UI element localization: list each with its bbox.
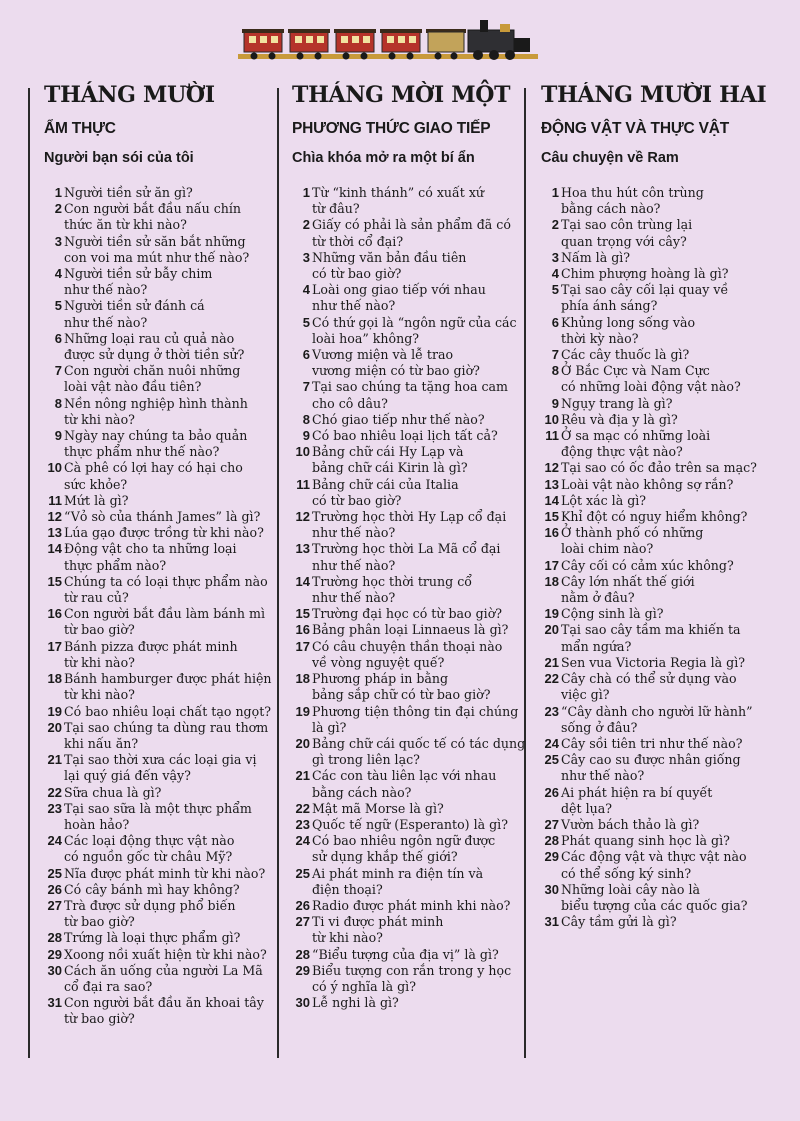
question-item <box>292 541 532 573</box>
question-item <box>292 217 532 249</box>
question-number: 3 <box>551 249 559 265</box>
question-item <box>292 736 532 768</box>
question-text: Có câu chuyện thần thoại nào về vòng nguyệt quế? <box>312 638 503 670</box>
question-item <box>44 266 284 298</box>
question-number: 10 <box>47 460 62 476</box>
question-number: 24 <box>544 735 559 751</box>
question-text: Bảng chữ cái của Italia có từ bao giờ? <box>312 476 459 508</box>
question-text: Có cây bánh mì hay không? <box>64 881 240 897</box>
question-text: Cà phê có lợi hay có hại cho sức khỏe? <box>64 460 243 492</box>
question-text: Ngụy trang là gì? <box>561 395 673 411</box>
question-item <box>292 250 532 282</box>
question-number: 20 <box>295 735 310 751</box>
question-text: Tại sao cây tầm ma khiến ta mẩn ngứa? <box>561 622 741 654</box>
question-text: Biểu tượng con rắn trong y học có ý nghĩa là gì? <box>312 962 512 994</box>
question-number: 30 <box>47 962 62 978</box>
question-number: 6 <box>302 347 310 363</box>
question-item <box>541 817 781 833</box>
story-title: Người bạn sói của tôi <box>44 150 194 166</box>
question-text: Nấm là gì? <box>561 249 631 265</box>
question-item <box>292 347 532 379</box>
question-number: 16 <box>47 606 62 622</box>
question-item <box>541 363 781 395</box>
question-item <box>44 947 284 963</box>
question-number: 28 <box>295 946 310 962</box>
question-number: 16 <box>295 622 310 638</box>
question-text: Loài vật nào không sợ rắn? <box>561 476 734 492</box>
question-item <box>292 914 532 946</box>
question-number: 25 <box>544 752 559 768</box>
question-item <box>44 671 284 703</box>
question-item <box>541 671 781 703</box>
question-number: 29 <box>295 962 310 978</box>
question-number: 30 <box>295 995 310 1011</box>
question-number: 3 <box>54 233 62 249</box>
question-number: 31 <box>47 995 62 1011</box>
story-title: Chìa khóa mở ra một bí ẩn <box>292 150 475 166</box>
question-text: Những loài cây nào là biểu tượng của các quốc gia? <box>561 881 748 913</box>
question-number: 19 <box>544 606 559 622</box>
story-title: Câu chuyện về Ram <box>541 150 679 166</box>
question-number: 4 <box>302 282 310 298</box>
question-number: 21 <box>47 752 62 768</box>
question-text: Con người bắt đầu nấu chín thức ăn từ khi nào? <box>64 201 242 233</box>
question-number: 17 <box>544 557 559 573</box>
question-text: Phương tiện thông tin đại chúng là gì? <box>312 703 519 735</box>
question-number: 3 <box>302 249 310 265</box>
question-text: Rêu và địa y là gì? <box>561 411 678 427</box>
question-item <box>44 995 284 1027</box>
question-item <box>44 833 284 865</box>
question-item <box>541 606 781 622</box>
question-number: 18 <box>295 671 310 687</box>
question-number: 8 <box>302 411 310 427</box>
question-number: 20 <box>47 719 62 735</box>
question-text: Ngày nay chúng ta bảo quản thực phẩm như thế nào? <box>64 428 248 460</box>
question-number: 5 <box>551 282 559 298</box>
question-item <box>541 849 781 881</box>
question-text: Các cây thuốc là gì? <box>561 347 690 363</box>
question-text: “Vỏ sò của thánh James” là gì? <box>64 509 261 525</box>
question-number: 17 <box>47 638 62 654</box>
question-text: Sen vua Victoria Regia là gì? <box>561 654 746 670</box>
question-text: Lễ nghi là gì? <box>312 995 399 1011</box>
question-item <box>292 801 532 817</box>
question-text: Cây tầm gửi là gì? <box>561 914 677 930</box>
question-text: Khủng long sống vào thời kỳ nào? <box>561 314 696 346</box>
question-text: Nĩa được phát minh từ khi nào? <box>64 865 266 881</box>
question-text: Các loại động thực vật nào có nguồn gốc từ châu Mỹ? <box>64 833 235 865</box>
question-text: Sữa chua là gì? <box>64 784 162 800</box>
question-text: Lột xác là gì? <box>561 492 647 508</box>
question-item <box>292 947 532 963</box>
question-item <box>44 234 284 266</box>
question-item <box>541 525 781 557</box>
question-number: 7 <box>54 363 62 379</box>
question-number: 9 <box>551 395 559 411</box>
question-text: Vương miện và lễ trao vương miện có từ bao giờ? <box>312 347 480 379</box>
question-number: 1 <box>302 185 310 200</box>
question-number: 16 <box>544 525 559 541</box>
question-number: 18 <box>47 671 62 687</box>
question-number: 29 <box>47 946 62 962</box>
question-text: Xoong nồi xuất hiện từ khi nào? <box>64 946 267 962</box>
question-text: Ai phát minh ra điện tín và điện thoại? <box>312 865 484 897</box>
question-item <box>541 477 781 493</box>
question-text: Các động vật và thực vật nào có thể sống ký sinh? <box>561 849 747 881</box>
question-item <box>541 574 781 606</box>
question-item <box>44 704 284 720</box>
topic-title: PHƯƠNG THỨC GIAO TIẾP <box>292 120 491 137</box>
question-item <box>292 639 532 671</box>
question-item <box>292 315 532 347</box>
question-number: 26 <box>47 881 62 897</box>
question-number: 21 <box>295 768 310 784</box>
question-text: “Biểu tượng của địa vị” là gì? <box>312 946 499 962</box>
question-number: 28 <box>544 833 559 849</box>
train-illustration <box>238 18 538 64</box>
question-number: 4 <box>54 266 62 282</box>
question-item <box>541 217 781 249</box>
question-item <box>292 185 532 217</box>
question-item <box>541 282 781 314</box>
question-item <box>44 801 284 833</box>
question-item <box>44 298 284 330</box>
question-number: 12 <box>544 460 559 476</box>
question-text: Bảng chữ cái quốc tế có tác dụng gì trong liên lạc? <box>312 735 526 768</box>
question-number: 19 <box>47 703 62 719</box>
question-text: Ở Bắc Cực và Nam Cực có những loài động vật nào? <box>561 363 741 395</box>
question-item <box>44 509 284 525</box>
question-text: Quốc tế ngữ (Esperanto) là gì? <box>312 816 508 832</box>
question-item <box>292 995 532 1011</box>
question-number: 25 <box>295 865 310 881</box>
question-item <box>292 833 532 865</box>
question-text: Ở sa mạc có những loài động thực vật nào? <box>561 428 711 460</box>
question-number: 7 <box>302 379 310 395</box>
question-text: Phát quang sinh học là gì? <box>561 833 730 849</box>
question-item <box>44 363 284 395</box>
question-text: Mật mã Morse là gì? <box>312 800 444 816</box>
question-number: 27 <box>47 897 62 913</box>
question-number: 23 <box>544 703 559 719</box>
question-item <box>541 752 781 784</box>
question-item <box>541 785 781 817</box>
question-number: 11 <box>296 476 310 492</box>
question-number: 7 <box>551 347 559 363</box>
question-number: 18 <box>544 573 559 589</box>
question-item <box>44 785 284 801</box>
question-item <box>541 736 781 752</box>
question-item <box>541 250 781 266</box>
question-item <box>541 347 781 363</box>
question-text: Cây lớn nhất thế giới nằm ở đâu? <box>561 573 695 606</box>
question-item <box>44 396 284 428</box>
question-text: Nền nông nghiệp hình thành từ khi nào? <box>64 395 248 427</box>
question-text: Động vật cho ta những loại thực phẩm nào? <box>64 541 237 573</box>
question-number: 4 <box>551 266 559 282</box>
question-number: 8 <box>54 395 62 411</box>
question-text: Chim phượng hoàng là gì? <box>561 266 729 282</box>
question-number: 5 <box>54 298 62 314</box>
question-number: 1 <box>551 185 559 200</box>
question-number: 26 <box>295 897 310 913</box>
question-text: Trường học thời La Mã cổ đại như thế nào? <box>312 541 501 573</box>
question-text: Chó giao tiếp như thế nào? <box>312 411 485 427</box>
question-text: Có bao nhiêu loại chất tạo ngọt? <box>64 703 272 719</box>
question-number: 27 <box>295 914 310 930</box>
question-text: Người tiền sử săn bắt những con voi ma mút như thế nào? <box>64 233 250 265</box>
question-text: Cây cao su được nhân giống như thế nào? <box>561 752 741 784</box>
column-december <box>541 82 800 1062</box>
question-number: 10 <box>544 411 559 427</box>
question-text: Trường học thời trung cổ như thế nào? <box>312 573 472 606</box>
question-text: Lúa gạo được trồng từ khi nào? <box>64 525 264 541</box>
question-text: Tại sao cây cối lại quay về phía ánh sáng? <box>561 282 729 314</box>
question-number: 26 <box>544 784 559 800</box>
question-text: Bánh hamburger được phát hiện từ khi nào? <box>64 671 272 703</box>
column-october <box>44 82 276 1027</box>
question-item <box>292 963 532 995</box>
question-number: 23 <box>295 816 310 832</box>
question-number: 24 <box>295 833 310 849</box>
question-number: 8 <box>551 363 559 379</box>
question-number: 22 <box>295 800 310 816</box>
question-text: Bảng phân loại Linnaeus là gì? <box>312 622 509 638</box>
question-item <box>44 639 284 671</box>
question-item <box>541 914 781 930</box>
question-text: Có bao nhiêu ngôn ngữ được sử dụng khắp thế giới? <box>312 833 496 865</box>
question-text: Tại sao sữa là một thực phẩm hoàn hảo? <box>64 800 252 832</box>
question-number: 27 <box>544 816 559 832</box>
question-text: Phương pháp in bằng bảng sắp chữ có từ bao giờ? <box>312 671 491 703</box>
question-item <box>541 833 781 849</box>
question-text: Các con tàu liên lạc với nhau bằng cách nào? <box>312 768 497 800</box>
question-item <box>44 606 284 638</box>
question-item <box>541 622 781 654</box>
question-number: 11 <box>545 428 559 444</box>
question-number: 22 <box>544 671 559 687</box>
question-item <box>292 606 532 622</box>
question-item <box>541 509 781 525</box>
question-item <box>292 622 532 638</box>
question-number: 10 <box>295 444 310 460</box>
question-item <box>541 493 781 509</box>
question-item <box>44 963 284 995</box>
question-number: 14 <box>544 492 559 508</box>
question-text: Tại sao chúng ta tặng hoa cam cho cô dâu? <box>312 379 508 411</box>
question-item <box>44 720 284 752</box>
question-item <box>541 704 781 736</box>
question-item <box>292 428 532 444</box>
question-number: 5 <box>302 314 310 330</box>
question-number: 17 <box>295 638 310 654</box>
question-number: 20 <box>544 622 559 638</box>
question-number: 25 <box>47 865 62 881</box>
question-text: Cây chà có thể sử dụng vào việc gì? <box>561 671 737 703</box>
question-list <box>541 185 781 930</box>
question-number: 1 <box>54 185 62 200</box>
question-number: 14 <box>47 541 62 557</box>
question-number: 2 <box>302 217 310 233</box>
question-text: Có thứ gọi là “ngôn ngữ của các loài hoa” không? <box>312 314 517 346</box>
question-text: Giấy có phải là sản phẩm đã có từ thời cổ đại? <box>312 217 511 249</box>
question-number: 29 <box>544 849 559 865</box>
question-item <box>44 752 284 784</box>
question-text: “Cây dành cho người lữ hành” sống ở đâu? <box>561 703 753 735</box>
question-text: Trà được sử dụng phổ biến từ bao giờ? <box>64 897 236 930</box>
question-text: Bánh pizza được phát minh từ khi nào? <box>64 638 238 670</box>
question-item <box>44 331 284 363</box>
question-text: Con người bắt đầu ăn khoai tây từ bao giờ? <box>64 995 264 1027</box>
month-title: THÁNG MƯỜI <box>44 82 215 108</box>
question-text: Những văn bản đầu tiên có từ bao giờ? <box>312 249 467 282</box>
question-number: 15 <box>295 606 310 622</box>
question-number: 9 <box>302 428 310 444</box>
question-item <box>292 282 532 314</box>
question-item <box>292 671 532 703</box>
question-item <box>44 882 284 898</box>
question-text: Trứng là loại thực phẩm gì? <box>64 930 241 946</box>
question-item <box>292 574 532 606</box>
question-item <box>292 412 532 428</box>
question-text: Khỉ đột có nguy hiểm không? <box>561 509 748 525</box>
question-text: Tại sao côn trùng lại quan trọng với cây? <box>561 217 693 249</box>
question-item <box>541 396 781 412</box>
question-text: Người tiền sử bẫy chim như thế nào? <box>64 266 213 298</box>
question-item <box>292 704 532 736</box>
question-text: Hoa thu hút côn trùng bằng cách nào? <box>561 185 704 217</box>
column-divider-left <box>28 88 30 1058</box>
question-text: Ai phát hiện ra bí quyết dệt lụa? <box>561 784 713 816</box>
question-number: 31 <box>544 914 559 930</box>
question-number: 24 <box>47 833 62 849</box>
question-item <box>292 509 532 541</box>
question-item <box>541 655 781 671</box>
question-text: Trường học thời Hy Lạp cổ đại như thế nào? <box>312 509 507 541</box>
question-number: 15 <box>47 573 62 589</box>
question-number: 13 <box>47 525 62 541</box>
question-text: Trường đại học có từ bao giờ? <box>312 606 503 622</box>
question-text: Ở thành phố có những loài chim nào? <box>561 525 704 557</box>
question-number: 13 <box>295 541 310 557</box>
question-item <box>44 525 284 541</box>
question-text: Loài ong giao tiếp với nhau như thế nào? <box>312 282 486 314</box>
question-number: 12 <box>295 509 310 525</box>
question-number: 9 <box>54 428 62 444</box>
question-number: 28 <box>47 930 62 946</box>
question-item <box>44 574 284 606</box>
question-number: 11 <box>48 492 62 508</box>
question-text: Cách ăn uống của người La Mã cổ đại ra sao? <box>64 962 263 994</box>
question-item <box>292 379 532 411</box>
question-text: Radio được phát minh khi nào? <box>312 897 511 913</box>
question-number: 15 <box>544 509 559 525</box>
question-text: Tại sao có ốc đảo trên sa mạc? <box>561 460 757 476</box>
question-item <box>44 201 284 233</box>
question-item <box>44 428 284 460</box>
question-list <box>292 185 532 1011</box>
question-number: 13 <box>544 476 559 492</box>
question-text: Những loại rau củ quả nào được sử dụng ở thời tiền sử? <box>64 330 245 363</box>
question-item <box>541 558 781 574</box>
question-item <box>541 185 781 217</box>
question-item <box>292 866 532 898</box>
question-text: Mứt là gì? <box>64 492 129 508</box>
question-text: Con người bắt đầu làm bánh mì từ bao giờ? <box>64 606 266 638</box>
question-item <box>292 477 532 509</box>
question-text: Tại sao thời xưa các loại gia vị lại quý giá đến vậy? <box>64 752 257 784</box>
question-item <box>292 817 532 833</box>
question-item <box>44 866 284 882</box>
question-text: Có bao nhiêu loại lịch tất cả? <box>312 428 498 444</box>
question-number: 12 <box>47 509 62 525</box>
question-number: 30 <box>544 881 559 897</box>
question-item <box>44 898 284 930</box>
question-item <box>541 882 781 914</box>
question-item <box>541 412 781 428</box>
question-text: Ti vi được phát minh từ khi nào? <box>312 914 444 946</box>
question-item <box>44 493 284 509</box>
question-number: 21 <box>544 654 559 670</box>
question-item <box>541 428 781 460</box>
question-text: Người tiền sử đánh cá như thế nào? <box>64 298 205 330</box>
question-text: Cây cối có cảm xúc không? <box>561 557 734 573</box>
question-item <box>541 266 781 282</box>
question-text: Tại sao chúng ta dùng rau thơm khi nấu ăn? <box>64 719 269 751</box>
question-item <box>292 768 532 800</box>
question-text: Từ “kinh thánh” có xuất xứ từ đâu? <box>312 185 485 217</box>
question-number: 2 <box>54 201 62 217</box>
question-item <box>541 460 781 476</box>
question-list <box>44 185 284 1028</box>
question-number: 6 <box>54 330 62 346</box>
question-number: 6 <box>551 314 559 330</box>
topic-title: ĐỘNG VẬT VÀ THỰC VẬT <box>541 120 729 137</box>
question-text: Bảng chữ cái Hy Lạp và bảng chữ cái Kirin là gì? <box>312 444 468 476</box>
question-text: Cộng sinh là gì? <box>561 606 664 622</box>
question-item <box>44 930 284 946</box>
question-text: Người tiền sử ăn gì? <box>64 185 193 200</box>
question-number: 14 <box>295 573 310 589</box>
question-number: 19 <box>295 703 310 719</box>
question-number: 2 <box>551 217 559 233</box>
question-number: 22 <box>47 784 62 800</box>
question-text: Con người chăn nuôi những loài vật nào đầu tiên? <box>64 363 241 395</box>
question-item <box>44 460 284 492</box>
question-item <box>292 444 532 476</box>
question-item <box>541 315 781 347</box>
question-item <box>292 898 532 914</box>
question-text: Cây sồi tiên tri như thế nào? <box>561 735 743 751</box>
topic-title: ẨM THỰC <box>44 120 116 137</box>
question-text: Chúng ta có loại thực phẩm nào từ rau củ? <box>64 573 268 606</box>
question-item <box>44 185 284 201</box>
question-number: 23 <box>47 800 62 816</box>
question-text: Vườn bách thảo là gì? <box>561 816 700 832</box>
month-title: THÁNG MỜI MỘT <box>292 82 511 108</box>
column-november <box>292 82 526 1011</box>
month-title: THÁNG MƯỜI HAI <box>541 82 767 108</box>
question-item <box>44 541 284 573</box>
